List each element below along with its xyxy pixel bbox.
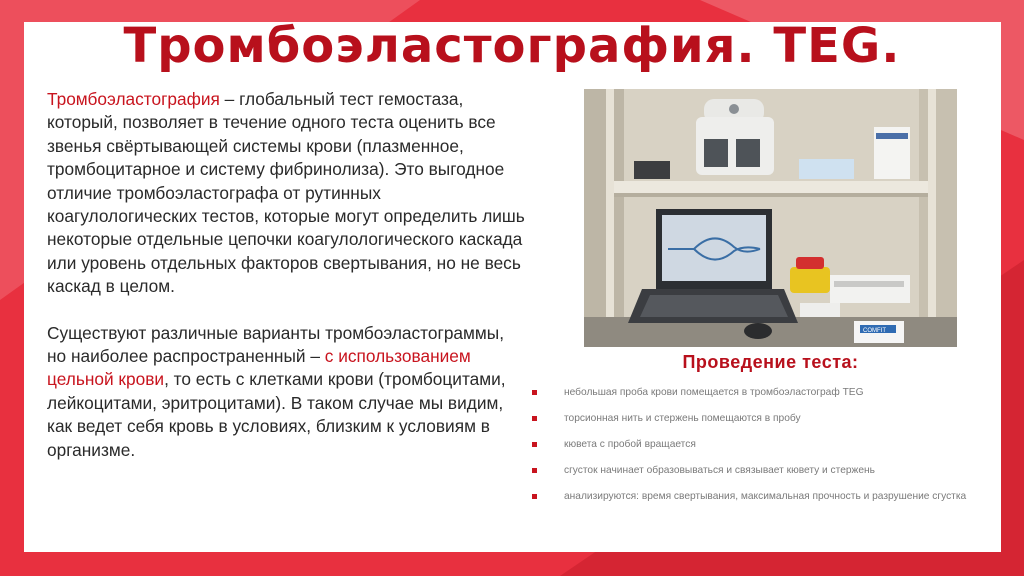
paragraph-variants <box>47 322 525 462</box>
list-item <box>530 412 990 426</box>
step-text: торсионная нить и стержень помещаются в пробу <box>564 413 801 424</box>
procedure-steps <box>530 386 990 516</box>
package-label: COMFIT <box>863 328 886 334</box>
bullet-icon <box>532 442 537 447</box>
list-item <box>530 464 990 478</box>
list-item <box>530 386 990 400</box>
paragraph-intro <box>47 88 525 299</box>
step-text: небольшая проба крови помещается в тромбоэластограф TEG <box>564 387 864 398</box>
term-highlight: Тромбоэластография <box>47 89 220 109</box>
list-item <box>530 438 990 452</box>
intro-text: – глобальный тест гемостаза, который, позволяет в течение одного теста оценить все звенья свёртывающей системы крови (плазменное, тромбоцитарное и систему фибринолиза). Это выгодное отличие тромбоэластографа от рутинных коагулологических тестов, которые могут определить лишь некоторые отдельные цепочки коагулологического каскада или уровень отдельных факторов свертывания, но не весь каскад в целом. <box>47 89 525 297</box>
description-column <box>47 88 525 462</box>
bullet-icon <box>532 494 537 499</box>
teg-equipment-photo <box>584 89 957 347</box>
step-text: анализируются: время свертывания, максимальная прочность и разрушение сгустка <box>564 491 967 502</box>
procedure-title: Проведение теста: <box>682 352 859 372</box>
whole-blood-highlight: с использованием цельной крови <box>47 346 471 390</box>
step-text: кювета с пробой вращается <box>564 439 696 450</box>
bullet-icon <box>532 468 537 473</box>
bullet-icon <box>532 390 537 395</box>
bullet-icon <box>532 416 537 421</box>
variants-text-before: Существуют различные варианты тромбоэластограммы, но наиболее распространенный – <box>47 322 505 367</box>
variants-text-after: , то есть с клетками крови (тромбоцитами, лейкоцитами, эритроцитами). В таком случае мы видим, как ведет себя кровь в условиях, близким к условиям в организме. <box>47 369 506 460</box>
slide-title: Тромбоэластография. TEG. <box>123 18 901 74</box>
list-item <box>530 490 990 504</box>
step-text: сгусток начинает образовываться и связывает кювету и стержень <box>564 465 875 476</box>
